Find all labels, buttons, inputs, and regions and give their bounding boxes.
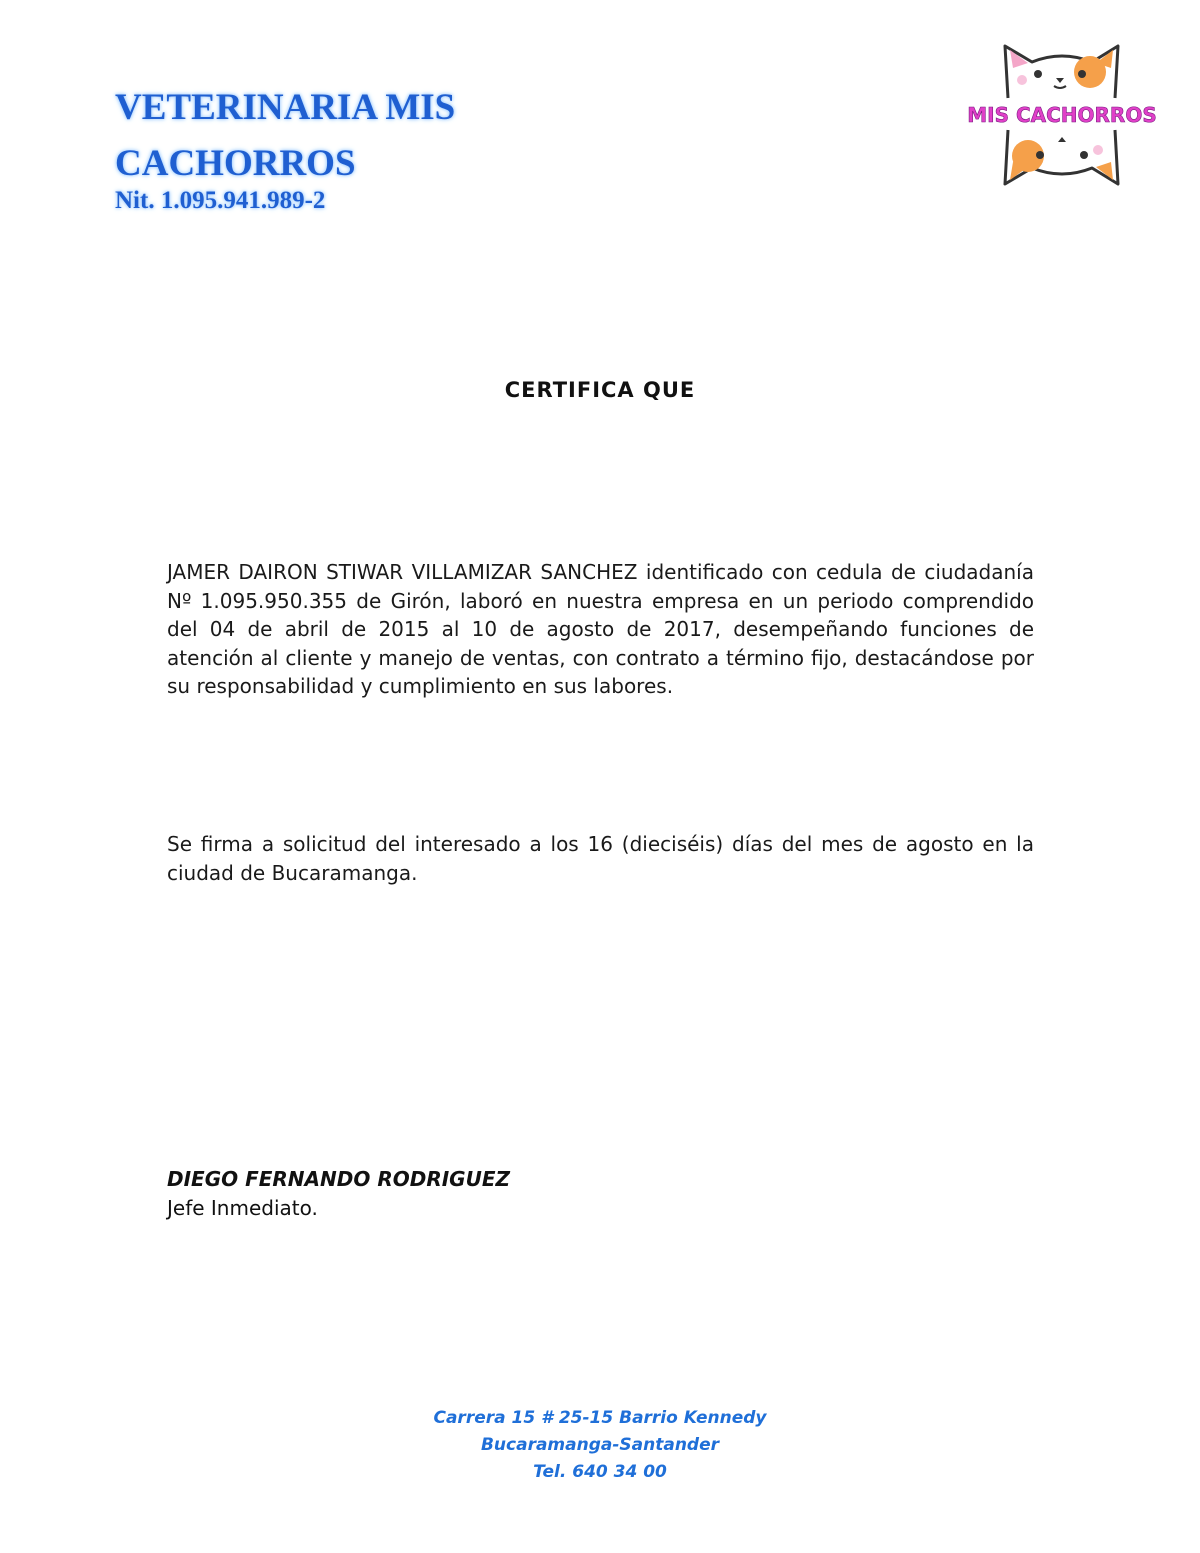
company-name-line2: CACHORROS	[115, 143, 356, 184]
certificate-paragraph: JAMER DAIRON STIWAR VILLAMIZAR SANCHEZ identificado con cedula de ciudadanía Nº 1.095.950.355 de Girón, laboró en nuestra empresa en un periodo comprendido del 04 de abril de 2015 al 10 de agosto de 2017, desempeñando funciones de atención al cliente y manejo de ventas, con contrato a término fijo, destacándose por su responsabilidad y cumplimiento en sus labores.	[167, 560, 1034, 698]
signature-request-paragraph: Se firma a solicitud del interesado a los 16 (dieciséis) días del mes de agosto en la ciudad de Bucaramanga.	[167, 832, 1034, 885]
company-name	[115, 80, 455, 192]
cat-faces-logo-icon	[967, 38, 1157, 188]
company-name-line1: VETERINARIA MIS	[115, 87, 456, 128]
top-cat-icon	[1005, 46, 1118, 98]
certifica-heading: CERTIFICA QUE	[504, 378, 696, 402]
logo-text: MIS CACHORROS	[967, 103, 1157, 127]
signer-role: Jefe Inmediato.	[167, 1196, 318, 1220]
footer-contact	[0, 1405, 1200, 1486]
footer-phone: Tel. 640 34 00	[533, 1462, 667, 1482]
footer-address: Carrera 15 # 25-15 Barrio Kennedy	[433, 1408, 767, 1428]
bottom-cat-icon	[1005, 130, 1118, 184]
footer-city: Bucaramanga-Santander	[480, 1435, 720, 1455]
company-nit: Nit. 1.095.941.989-2	[115, 187, 326, 214]
signer-name: DIEGO FERNANDO RODRIGUEZ	[167, 1167, 510, 1191]
